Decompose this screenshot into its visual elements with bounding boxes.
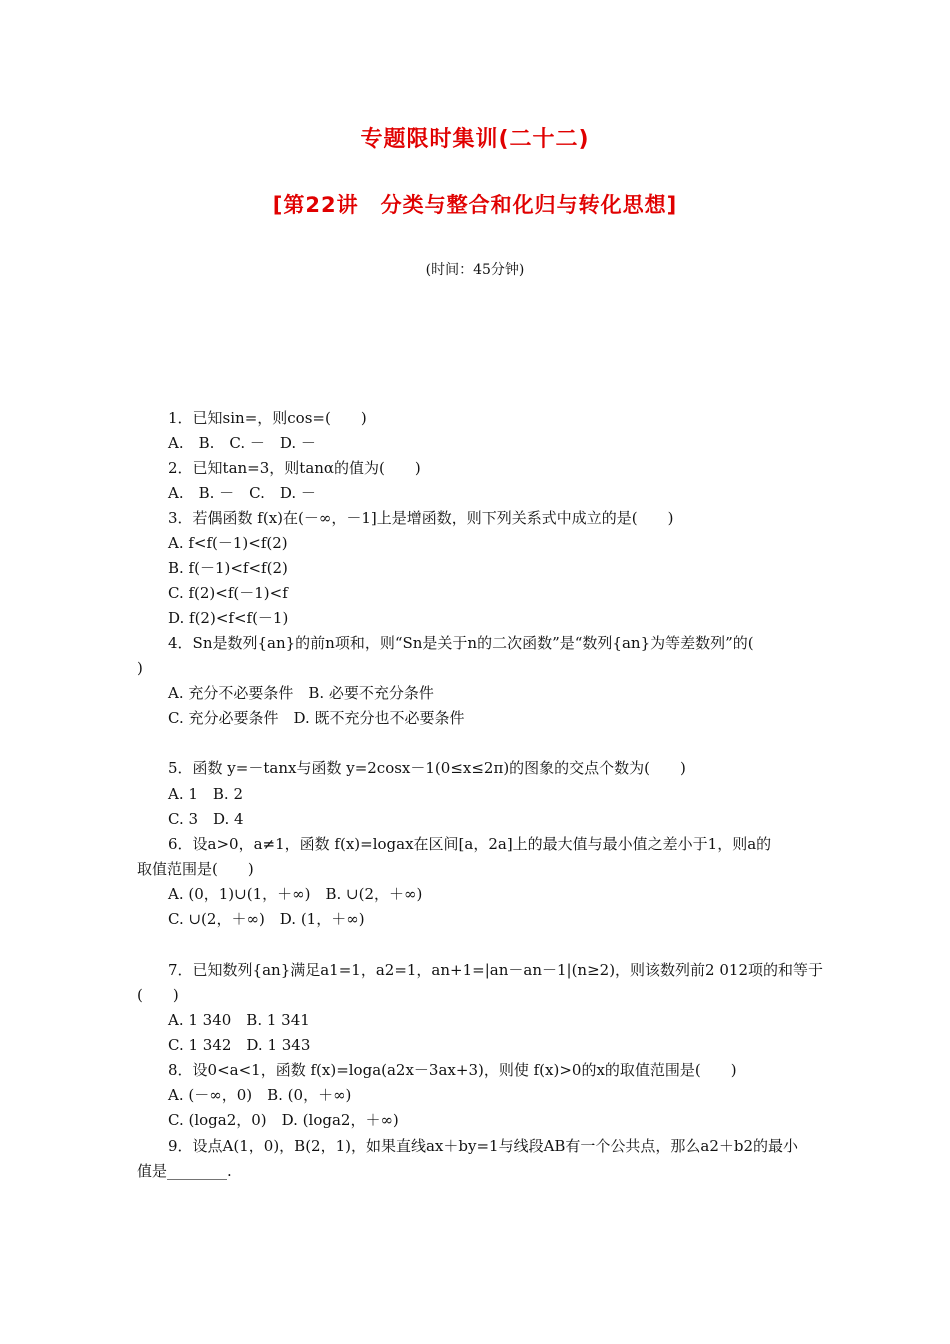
question-9: 9．设点A(1，0)，B(2，1)，如果直线ax＋by=1与线段AB有一个公共点，那么a2＋b2的最小 xyxy=(168,1137,799,1155)
question-4-options-ab: A. 充分不必要条件 B. 必要不充分条件 xyxy=(168,684,434,702)
question-3: 3．若偶函数 f(x)在(－∞，－1]上是增函数，则下列关系式中成立的是( ) xyxy=(168,509,674,527)
question-3-option-b: B. f(－1)<f<f(2) xyxy=(168,559,288,577)
question-4-cont: ) xyxy=(137,659,143,677)
question-8-options-ab: A. (－∞，0) B. (0，＋∞) xyxy=(168,1086,352,1104)
question-6-options-ab: A. (0，1)∪(1，＋∞) B. ∪(2，＋∞) xyxy=(168,885,423,903)
question-6-options-cd: C. ∪(2，＋∞) D. (1，＋∞) xyxy=(168,910,365,928)
question-7: 7．已知数列{an}满足a1=1，a2=1，an+1=|an－an－1|(n≥2)，则该数列前2 012项的和等于 xyxy=(168,961,823,979)
question-2-options: A. B. － C. D. － xyxy=(168,484,316,502)
question-5-options-cd: C. 3 D. 4 xyxy=(168,810,244,828)
question-7-options-ab: A. 1 340 B. 1 341 xyxy=(168,1011,310,1029)
question-6-cont: 取值范围是( ) xyxy=(137,860,254,878)
question-5-options-ab: A. 1 B. 2 xyxy=(168,785,244,803)
question-3-option-c: C. f(2)<f(－1)<f xyxy=(168,584,288,602)
question-8: 8．设0<a<1，函数 f(x)=loga(a2x－3ax+3)，则使 f(x)>0的x的取值范围是( ) xyxy=(168,1061,737,1079)
page-subtitle: [第22讲 分类与整合和化归与转化思想] xyxy=(272,193,678,217)
question-9-cont: 值是________. xyxy=(137,1162,232,1180)
question-4: 4．Sn是数列{an}的前n项和，则“Sn是关于n的二次函数”是“数列{an}为等差数列”的( xyxy=(168,634,754,652)
question-5: 5．函数 y=－tanx与函数 y=2cosx－1(0≤x≤2π)的图象的交点个数为( ) xyxy=(168,759,686,777)
question-3-option-d: D. f(2)<f<f(－1) xyxy=(168,609,289,627)
page-title: 专题限时集训(二十二) xyxy=(360,127,590,152)
question-7-cont: ( ) xyxy=(137,986,179,1004)
question-4-options-cd: C. 充分必要条件 D. 既不充分也不必要条件 xyxy=(168,709,465,727)
question-1-options: A. B. C. － D. － xyxy=(168,434,316,452)
question-7-options-cd: C. 1 342 D. 1 343 xyxy=(168,1036,311,1054)
question-6: 6．设a>0，a≠1，函数 f(x)=logax在区间[a，2a]上的最大值与最小值之差小于1，则a的 xyxy=(168,835,772,853)
question-3-option-a: A. f<f(－1)<f(2) xyxy=(168,534,288,552)
question-2: 2．已知tan=3，则tanα的值为( ) xyxy=(168,459,421,477)
time-note: (时间：45分钟) xyxy=(425,262,525,278)
question-8-options-cd: C. (loga2，0) D. (loga2，＋∞) xyxy=(168,1111,399,1129)
question-1: 1．已知sin=，则cos=( ) xyxy=(168,409,367,427)
